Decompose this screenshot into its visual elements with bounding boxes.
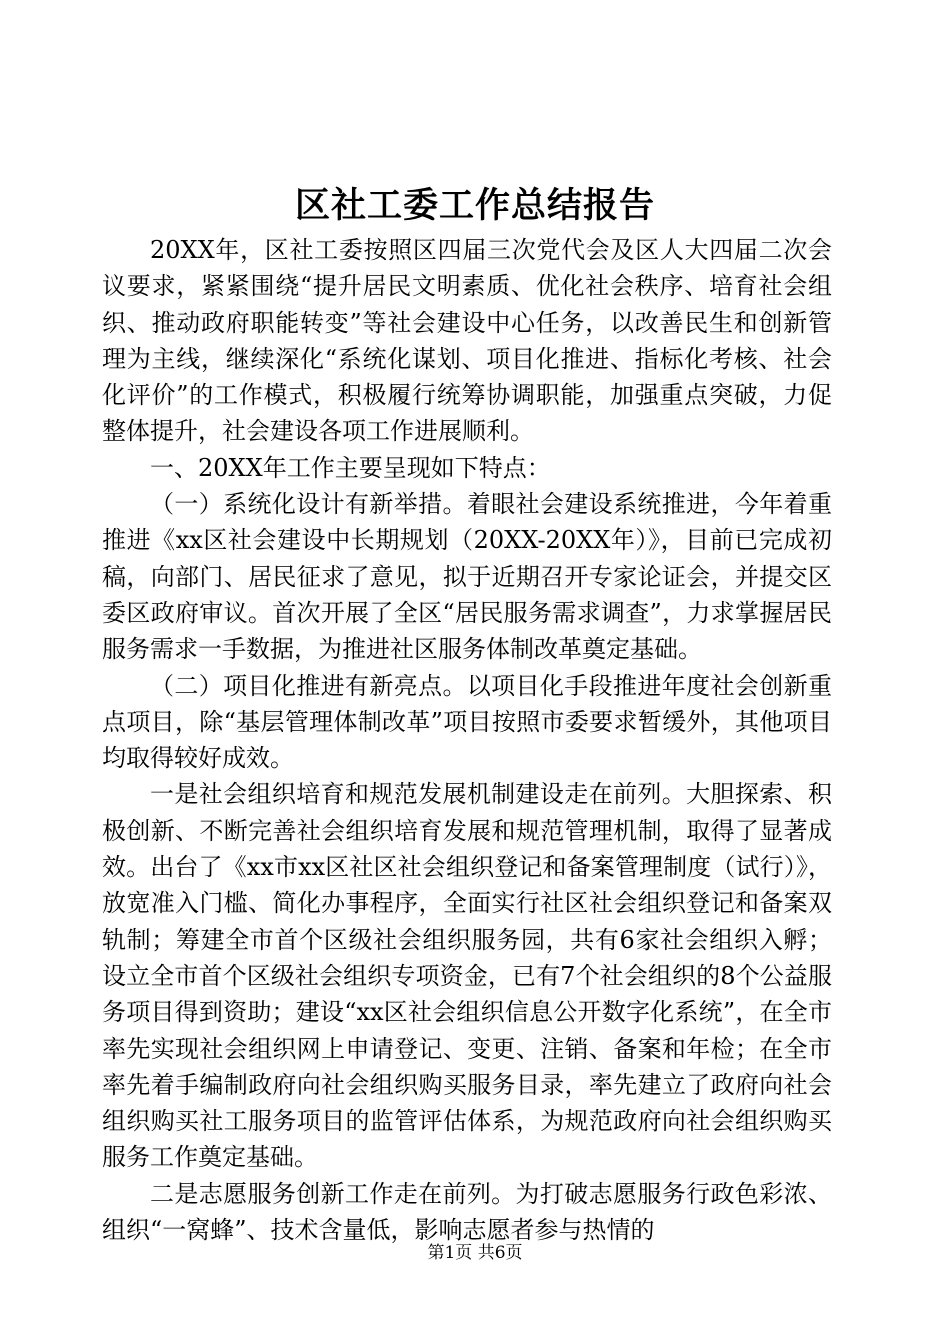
subsection-paragraph-2: （二）项目化推进有新亮点。以项目化手段推进年度社会创新重点项目，除“基层管理体制改革”项目按照市委要求暂缓外，其他项目均取得较好成效。	[102, 671, 832, 773]
document-body	[102, 232, 832, 1248]
item-paragraph-2: 二是志愿服务创新工作走在前列。为打破志愿服务行政色彩浓、组织“一窝蜂”、技术含量低，影响志愿者参与热情的	[102, 1179, 832, 1245]
intro-paragraph: 20XX年，区社工委按照区四届三次党代会及区人大四届二次会议要求，紧紧围绕“提升居民文明素质、优化社会秩序、培育社会组织、推动政府职能转变”等社会建设中心任务，以改善民生和创新管理为主线，继续深化“系统化谋划、项目化推进、指标化考核、社会化评价”的工作模式，积极履行统筹协调职能，加强重点突破，力促整体提升，社会建设各项工作进展顺利。	[102, 236, 832, 446]
document-title: 区社工委工作总结报告	[294, 185, 655, 226]
subsection-paragraph-1: （一）系统化设计有新举措。着眼社会建设系统推进，今年着重推进《xx区社会建设中长期规划（20XX-20XX年）》，目前已完成初稿，向部门、居民征求了意见，拟于近期召开专家论证会，并提交区委区政府审议。首次开展了全区“居民服务需求调查”，力求掌握居民服务需求一手数据，为推进社区服务体制改革奠定基础。	[102, 490, 832, 664]
page-number: 第1页 共6页	[427, 1243, 523, 1263]
section-heading: 一、20XX年工作主要呈现如下特点：	[150, 453, 551, 482]
item-paragraph-1: 一是社会组织培育和规范发展机制建设走在前列。大胆探索、积极创新、不断完善社会组织培育发展和规范管理机制，取得了显著成效。出台了《xx市xx区社区社会组织登记和备案管理制度（试行）》，放宽准入门槛、简化办事程序，全面实行社区社会组织登记和备案双轨制；筹建全市首个区级社会组织服务园，共有6家社会组织入孵；设立全市首个区级社会组织专项资金，已有7个社会组织的8个公益服务项目得到资助；建设“xx区社会组织信息公开数字化系统”，在全市率先实现社会组织网上申请登记、变更、注销、备案和年检；在全市率先着手编制政府向社会组织购买服务目录，率先建立了政府向社会组织购买社工服务项目的监管评估体系，为规范政府向社会组织购买服务工作奠定基础。	[102, 780, 832, 1172]
